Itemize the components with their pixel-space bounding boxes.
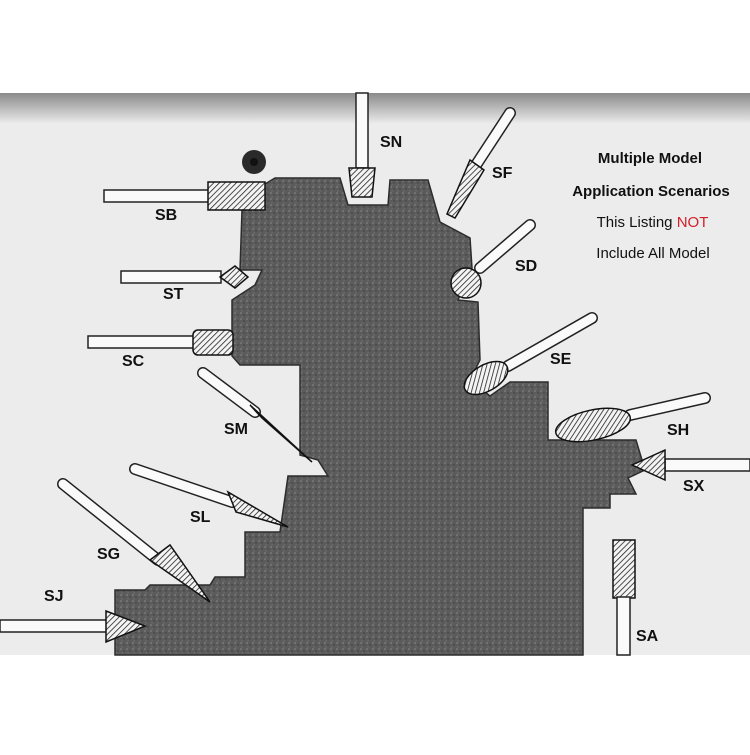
disc-center bbox=[250, 158, 258, 166]
burr-head bbox=[349, 168, 375, 197]
label-sn: SN bbox=[380, 134, 403, 151]
label-sl: SL bbox=[190, 509, 211, 526]
top-shadow bbox=[0, 93, 750, 123]
caption-line-3 bbox=[560, 214, 745, 231]
caption-line-2: Application Scenarios bbox=[572, 183, 730, 200]
label-sx: SX bbox=[683, 478, 705, 495]
label-se: SE bbox=[550, 351, 572, 368]
label-sc: SC bbox=[122, 353, 145, 370]
caption-line-4: Include All Model bbox=[596, 245, 710, 262]
label-sg: SG bbox=[97, 546, 121, 563]
caption-line-3-prefix: This Listing bbox=[596, 214, 677, 231]
label-sm: SM bbox=[224, 421, 248, 438]
caption-not-highlight: NOT bbox=[676, 214, 709, 231]
label-sj: SJ bbox=[44, 588, 64, 605]
burr-shank bbox=[356, 93, 368, 168]
label-sb: SB bbox=[155, 207, 178, 224]
label-sf: SF bbox=[492, 165, 513, 182]
label-sa: SA bbox=[636, 628, 659, 645]
caption-line-1: Multiple Model bbox=[597, 150, 703, 167]
label-st: ST bbox=[163, 286, 184, 303]
label-sd: SD bbox=[515, 258, 538, 275]
label-sh: SH bbox=[667, 422, 690, 439]
